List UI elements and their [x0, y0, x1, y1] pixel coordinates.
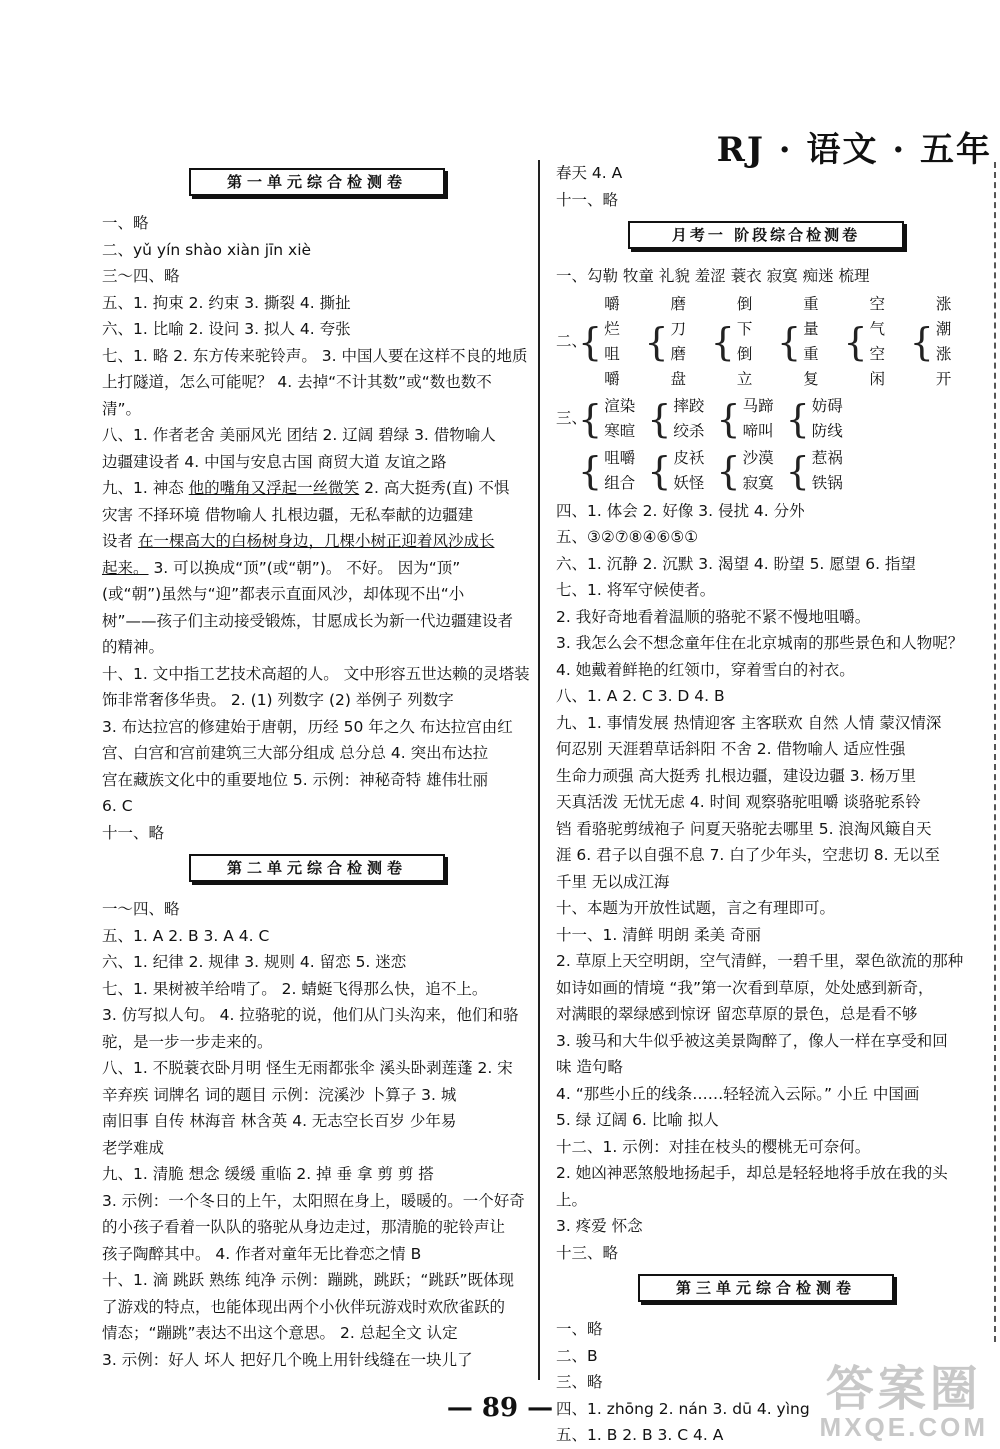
answer-text: 设者: [102, 532, 138, 550]
answer-line: 何忍别 天涯碧草话斜阳 不舍 2. 借物喻人 适应性强: [556, 740, 906, 758]
underlined-answer: 起来。: [102, 558, 149, 577]
answer-line: 千里 无以成江海: [556, 872, 670, 891]
word-pair: [578, 394, 635, 444]
answer-line: 3. 示例：好人 坏人 把好几个晚上用针线缝在一块儿了: [102, 1350, 473, 1369]
answer-line: 3. 我怎么会不想念童年住在北京城南的那些景色和人物呢？: [556, 634, 964, 652]
word: 磨盘: [670, 344, 687, 388]
word: 防线: [811, 421, 843, 440]
unit-2-answers-cont: [556, 160, 976, 213]
answer-line: 九、1. 清脆 想念 缓缓 重临 2. 掉 垂 拿 剪 剪 搭: [102, 1165, 434, 1183]
unit-1-answers: [102, 210, 532, 475]
word-pair: [711, 292, 765, 392]
word-groups-2: [556, 292, 976, 392]
brace-icon: {: [647, 448, 672, 493]
answer-line: 五、1. B 2. B 3. C 4. A: [556, 1426, 724, 1444]
page-number: — 89 —: [446, 1393, 554, 1423]
question-number: 三、: [556, 409, 588, 428]
word: 铁锅: [811, 473, 843, 492]
word: 倒立: [736, 344, 753, 388]
answer-line: 3. 骏马和大牛似乎被这美景陶醉了，像人一样在享受和回: [556, 1031, 948, 1050]
answer-line: 春天 4. A: [556, 164, 623, 182]
section-title-monthly-test: 月考一 阶段综合检测卷: [628, 221, 904, 249]
answer-line: 孩子陶醉其中。 4. 作者对童年无比眷恋之情 B: [102, 1244, 422, 1263]
answer-line: 2. 草原上天空明朗，空气清鲜，一碧千里，翠色欲流的那种: [556, 952, 964, 970]
brace-icon: {: [716, 448, 741, 493]
brace-icon: {: [785, 448, 810, 493]
brace-icon: {: [716, 396, 741, 441]
answer-line: 六、1. 比喻 2. 设问 3. 拟人 4. 夸张: [102, 320, 351, 338]
brace-icon: {: [578, 319, 603, 364]
word-pair: [647, 394, 704, 444]
watermark-url: MXQE.COM: [819, 1412, 988, 1442]
answer-line: 4. 她戴着鲜艳的红领巾，穿着雪白的衬衣。: [556, 660, 855, 679]
answer-line: 十、1. 文中指工艺技术高超的人。 文中形容五世达赖的灵塔装: [102, 664, 530, 683]
brace-icon: {: [578, 448, 603, 493]
word: 啼叫: [742, 421, 774, 440]
answer-line: 的小孩子看着一队队的骆驼从身边走过，那清脆的驼铃声让: [102, 1218, 506, 1236]
section-title-unit-3: 第三单元综合检测卷: [638, 1274, 894, 1302]
answer-text: 九、1. 神态: [102, 479, 189, 497]
column-divider: [538, 160, 540, 1380]
brace-icon: {: [578, 396, 603, 441]
answer-line: [102, 528, 532, 555]
word: 妖怪: [673, 473, 705, 492]
answer-line: 6. C: [102, 797, 133, 815]
answer-line: 三～四、略: [102, 267, 180, 285]
answer-line: 清”。: [102, 399, 142, 418]
answer-line: 了游戏的特点，也能体现出两个小伙伴玩游戏时欢欣雀跃的: [102, 1297, 506, 1316]
word: 磨刀: [670, 294, 687, 338]
answer-line: 老学难成: [102, 1138, 165, 1157]
answer-line: 一、略: [102, 214, 149, 232]
answer-line: 十一、略: [102, 823, 165, 842]
answer-line: 十二、1. 示例：对挂在枝头的樱桃无可奈何。: [556, 1137, 871, 1156]
brace-pairs: [578, 292, 976, 392]
answer-line: 的精神。: [102, 638, 165, 656]
watermark-text: 答案圈: [825, 1363, 982, 1416]
word: 涨潮: [935, 294, 952, 338]
word: 绞杀: [673, 421, 705, 440]
monthly-test-answers: [556, 498, 976, 1267]
answer-line: 4. “那些小丘的线条……轻轻流入云际。” 小丘 中国画: [556, 1084, 920, 1103]
word-pair: [716, 446, 773, 496]
answer-line: 七、1. 果树被羊给啃了。 2. 蜻蜓飞得那么快，追不上。: [102, 979, 488, 998]
brace-icon: {: [776, 319, 802, 364]
word: 重量: [803, 294, 819, 338]
unit-1-answers-cont: [102, 581, 532, 846]
answer-line: 5. 绿 辽阔 6. 比喻 拟人: [556, 1111, 719, 1129]
section-title-unit-1: 第一单元综合检测卷: [189, 168, 445, 196]
word: 咀嚼: [604, 344, 620, 388]
word-pair: [716, 394, 773, 444]
word: 空闲: [869, 344, 886, 388]
word: 摔跤: [673, 396, 705, 415]
answer-line: 七、1. 将军守候使者。: [556, 581, 716, 599]
answer-line: 宫在藏族文化中的重要地位 5. 示例：神秘奇特 雄伟壮丽: [102, 770, 489, 789]
word: 沙漠: [742, 448, 774, 467]
word-pair: [644, 292, 698, 392]
answer-line: 3. 布达拉宫的修建始于唐朝，历经 50 年之久 布达拉宫由红: [102, 717, 513, 736]
word-pair: [786, 446, 843, 496]
answer-line: 对满眼的翠绿感到惊讶 留恋草原的景色，总是看不够: [556, 1005, 918, 1023]
right-column: [556, 160, 976, 1449]
answer-line: 七、1. 略 2. 东方传来驼铃声。 3. 中国人要在这样不良的地质: [102, 346, 528, 365]
answer-line: 南旧事 自传 林海音 林含英 4. 无志空长百岁 少年易: [102, 1112, 457, 1130]
answer-line: 上。: [556, 1190, 588, 1209]
word-pair: [578, 446, 635, 496]
word-pair: [843, 292, 897, 392]
word: 渲染: [604, 396, 636, 415]
answer-line: 辛弃疾 词牌名 词的题目 示例：浣溪沙 卜算子 3. 城: [102, 1085, 457, 1104]
answer-line: [102, 475, 532, 502]
word: 倒下: [736, 294, 753, 338]
answer-line: 四、1. 体会 2. 好像 3. 侵扰 4. 分外: [556, 501, 805, 520]
word: 寒暄: [604, 421, 636, 440]
word: 空气: [869, 294, 886, 338]
brace-icon: {: [843, 319, 868, 364]
answer-line: 味 造句略: [556, 1058, 623, 1076]
answer-line: 八、1. 不脱蓑衣卧月明 怪生无雨都张伞 溪头卧剥莲蓬 2. 宋: [102, 1059, 513, 1077]
answer-line: 边疆建设者 4. 中国与安息古国 商贸大道 友谊之路: [102, 452, 447, 471]
word-pair: [777, 292, 831, 392]
answer-line: 树”——孩子们主动接受锻炼，甘愿成长为新一代边疆建设者: [102, 611, 514, 630]
answer-line: 十三、略: [556, 1243, 619, 1262]
answer-line: 2. 她凶神恶煞般地扬起手，却总是轻轻地将手放在我的头: [556, 1164, 948, 1182]
word: 涨开: [935, 344, 952, 388]
answer-line: 天真活泼 无忧无虑 4. 时间 观察骆驼咀嚼 谈骆驼系铃: [556, 793, 921, 811]
word-pair: [647, 446, 704, 496]
unit-2-answers: [102, 896, 532, 1373]
word: 嚼烂: [604, 294, 620, 338]
answer-line: 上打隧道，怎么可能呢？ 4. 去掉“不计其数”或“数也数不: [102, 373, 492, 391]
answer-text: 2. 高大挺秀(直) 不惧: [359, 479, 510, 497]
brace-pairs: [578, 446, 855, 496]
section-title-unit-2: 第二单元综合检测卷: [189, 854, 445, 882]
answer-line: 饰非常奢侈华贵。 2. (1) 列数字 (2) 举例子 列数字: [102, 691, 454, 709]
page-header-title: RJ · 语文 · 五年: [716, 130, 992, 170]
answer-line: 一、勾勒 牧童 礼貌 羞涩 蓑衣 寂寞 痴迷 梳理: [556, 267, 870, 285]
answer-line: 六、1. 沉静 2. 沉默 3. 渴望 4. 盼望 5. 愿望 6. 指望: [556, 554, 916, 573]
brace-pairs: [578, 394, 855, 444]
word-pair: [786, 394, 843, 444]
answer-line: 四、1. zhōng 2. nán 3. dū 4. yìng: [556, 1399, 810, 1418]
answer-line: 情态；“蹦跳”表达不出这个意思。 2. 总起全文 认定: [102, 1324, 458, 1342]
answer-line: 八、1. 作者老舍 美丽风光 团结 2. 辽阔 碧绿 3. 借物喻人: [102, 426, 496, 444]
answer-text: 3. 可以换成“顶”(或“朝”)。 不好。 因为“顶”: [148, 558, 461, 577]
answer-line: 十一、1. 清鲜 明朗 柔美 奇丽: [556, 925, 761, 944]
answer-line: 五、1. 拘束 2. 约束 3. 撕裂 4. 撕扯: [102, 293, 351, 312]
answer-line: 一、略: [556, 1320, 603, 1338]
brace-icon: {: [644, 319, 669, 364]
answer-line: 二、B: [556, 1346, 598, 1365]
word: 重复: [803, 344, 819, 388]
answer-line: 2. 我好奇地看着温顺的骆驼不紧不慢地咀嚼。: [556, 607, 871, 626]
answer-line: 驼，是一步一步走来的。: [102, 1032, 273, 1051]
word: 咀嚼: [604, 448, 636, 467]
word: 马蹄: [742, 396, 774, 415]
question-number: 二、: [556, 332, 588, 351]
underlined-answer: 在一棵高大的白杨树身边，几棵小树正迎着风沙成长: [137, 532, 495, 550]
word-pair: [578, 292, 632, 392]
answer-line: 五、1. A 2. B 3. A 4. C: [102, 926, 270, 945]
word-groups-3b: [556, 446, 976, 496]
answer-line: 五、③②⑦⑧④⑥⑤①: [556, 528, 699, 546]
answer-line: 宫、白宫和宫前建筑三大部分组成 总分总 4. 突出布达拉: [102, 744, 489, 762]
answer-line: 3. 仿写拟人句。 4. 拉骆驼的说，他们从门头沟来，他们和骆: [102, 1006, 519, 1024]
brace-icon: {: [647, 396, 672, 441]
answer-line: 3. 示例：一个冬日的上午，太阳照在身上，暖暖的。一个好奇: [102, 1191, 525, 1210]
word-pair: [910, 292, 964, 392]
watermark-logo: [819, 1363, 988, 1442]
answer-line: 八、1. A 2. C 3. D 4. B: [556, 687, 725, 705]
brace-icon: {: [785, 396, 810, 441]
brace-icon: {: [710, 319, 735, 364]
answer-line: 如诗如画的情境 “我”第一次看到草原，处处感到新奇，: [556, 978, 934, 997]
answer-line: 十一、略: [556, 190, 619, 209]
answer-line: 十、本题为开放性试题，言之有理即可。: [556, 899, 836, 917]
answer-line: 一～四、略: [102, 900, 180, 918]
word-groups-3: [556, 394, 976, 444]
answer-line: 生命力顽强 高大挺秀 扎根边疆，建设边疆 3. 杨万里: [556, 766, 916, 785]
answer-line: [102, 555, 532, 582]
answer-line: 涯 6. 君子以自强不息 7. 白了少年头，空悲切 8. 无以至: [556, 846, 940, 864]
answer-line: 二、yǔ yín shào xiàn jīn xiè: [102, 240, 312, 259]
answer-line: 三、略: [556, 1373, 603, 1391]
word: 皮袄: [673, 448, 705, 467]
answer-line: 灾害 不择环境 借物喻人 扎根边疆，无私奉献的边疆建: [102, 505, 474, 524]
answer-line: 铛 看骆驼剪绒袍子 问夏天骆驼去哪里 5. 浪淘风簸自天: [556, 819, 932, 838]
answer-line: 六、1. 纪律 2. 规律 3. 规则 4. 留恋 5. 迷恋: [102, 953, 407, 971]
brace-icon: {: [909, 319, 934, 364]
answer-line: 九、1. 事情发展 热情迎客 主客联欢 自然 人情 蒙汉情深: [556, 713, 942, 732]
answer-line: 3. 疼爱 怀念: [556, 1217, 643, 1235]
word: 妨碍: [811, 396, 843, 415]
right-edge-rule: [992, 162, 996, 1342]
answer-line: 十、1. 滴 跳跃 熟练 纯净 示例：蹦跳，跳跃；“跳跃”既体现: [102, 1271, 514, 1289]
underlined-answer: 他的嘴角又浮起一丝微笑: [188, 479, 360, 497]
word: 组合: [604, 473, 636, 492]
word: 寂寞: [742, 473, 774, 492]
word: 惹祸: [811, 448, 843, 467]
left-column: [102, 160, 532, 1373]
answer-line: (或“朝”)虽然与“迎”都表示直面风沙，却体现不出“小: [102, 585, 465, 603]
